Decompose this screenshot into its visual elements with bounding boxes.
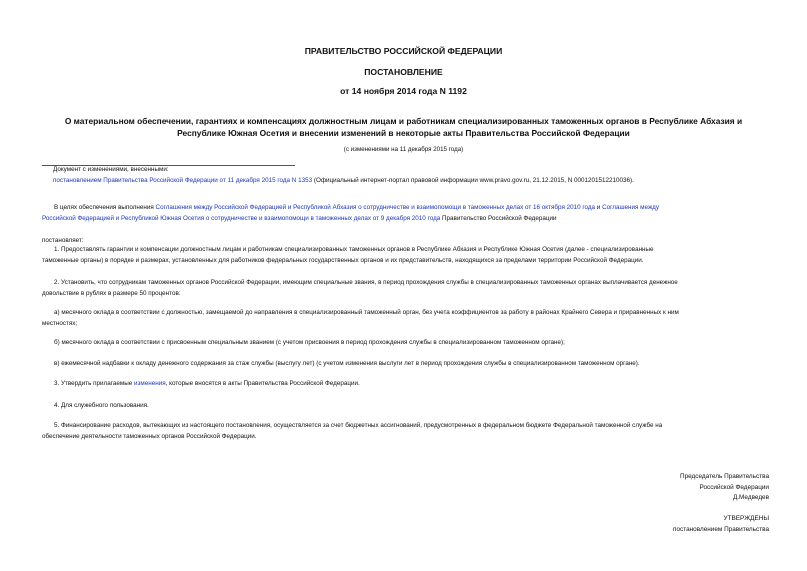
item-2c-paragraph bbox=[42, 359, 765, 370]
approval-block bbox=[673, 514, 769, 535]
agreement-south-ossetia-link-start[interactable]: Соглашения между bbox=[602, 204, 659, 211]
revision-note: (с изменениями на 11 декабря 2015 года) bbox=[343, 146, 464, 153]
signature-position-1: Председатель Правительства bbox=[680, 473, 769, 480]
item-2a-line-2: местностях; bbox=[42, 319, 78, 327]
amendments-block bbox=[53, 165, 765, 186]
item-5-paragraph bbox=[42, 421, 765, 442]
item-4-paragraph bbox=[42, 401, 765, 412]
signature-block bbox=[680, 472, 769, 504]
approval-by: постановлением Правительства bbox=[673, 525, 769, 533]
agreement-south-ossetia-link[interactable]: Российской Федерацией и Республикой Южная Осетия о сотрудничестве и взаимопомощи в таможенных делах от 9 декабря 2010 года bbox=[42, 214, 441, 222]
item-1-line-2: таможенные органы) в порядке и размерах, установленных для работников федеральных государственных органов и их представительств, находящихся за пределами территории Российской Федерации. bbox=[42, 256, 644, 264]
title-line-2: Республике Южная Осетия и внесении изменений в некоторые акты Правительства Российской Федерации bbox=[177, 128, 630, 138]
amendment-decree-link[interactable]: постановлением Правительства Российской Федерации от 11 декабря 2015 года N 1353 bbox=[53, 176, 313, 184]
item-3-text: 3. Утвердить прилагаемые bbox=[54, 380, 134, 387]
item-1-line-1: 1. Предоставлять гарантии и компенсации должностным лицам и работникам специализированных таможенных органов в Республике Абхазия и Республике Южная Осетия (далее - специализированные bbox=[54, 246, 654, 253]
changes-link[interactable]: изменения bbox=[134, 380, 166, 387]
item-5-line-2: обеспечение деятельности таможенных органов Российской Федерации. bbox=[42, 432, 257, 440]
approval-label: УТВЕРЖДЕНЫ bbox=[723, 515, 769, 522]
amendments-label: Документ с изменениями, внесенными: bbox=[53, 166, 169, 173]
preamble-text-3: Правительство Российской Федерации bbox=[440, 214, 557, 222]
item-5-line-1: 5. Финансирование расходов, вытекающих из настоящего постановления, осуществляется за счет бюджетных ассигнований, предусмотренных в федеральном бюджете Федеральной таможенной службе на bbox=[54, 422, 663, 429]
item-2c-line: в) ежемесячной надбавки к окладу денежного содержания за стаж службы (выслугу лет) (с учетом изменения выслуги лет в период прохождения службы в специализированном таможенном органе). bbox=[54, 360, 640, 367]
title-line-1: О материальном обеспечении, гарантиях и компенсациях должностным лицам и работникам специализированных таможенных органов в Республике Абхазия и bbox=[64, 116, 743, 126]
decrees-line: постановляет: bbox=[42, 237, 84, 244]
government-heading: ПРАВИТЕЛЬСТВО РОССИЙСКОЙ ФЕДЕРАЦИИ bbox=[304, 46, 503, 56]
document-title bbox=[42, 115, 765, 139]
item-3-paragraph bbox=[42, 379, 765, 390]
item-2-paragraph bbox=[42, 278, 765, 299]
document-type: ПОСТАНОВЛЕНИЕ bbox=[364, 67, 443, 77]
amendments-entry bbox=[53, 176, 765, 187]
item-3-line bbox=[42, 379, 765, 390]
item-2b-line: б) месячного оклада в соответствии с присвоенным специальным званием (с учетом присвоения в период прохождения службы в специализированном таможенном органе); bbox=[54, 339, 565, 346]
preamble-line-1 bbox=[42, 203, 765, 214]
document-date-number: от 14 ноября 2014 года N 1192 bbox=[340, 86, 467, 96]
item-4-line: 4. Для служебного пользования. bbox=[54, 402, 149, 409]
preamble-text-2: и bbox=[595, 204, 603, 211]
item-1-paragraph bbox=[42, 245, 765, 266]
item-2a-paragraph bbox=[42, 308, 765, 329]
item-3-text-end: , которые вносятся в акты Правительства Российской Федерации. bbox=[165, 380, 360, 387]
item-2-line-1: 2. Установить, что сотрудникам таможенных органов Российской Федерации, имеющим специальные звания, в период прохождения службы в специализированных таможенных органах выплачивается денежное bbox=[54, 279, 678, 286]
signature-position-2: Российской Федерации bbox=[699, 483, 769, 491]
item-2b-paragraph bbox=[42, 338, 765, 349]
agreement-abkhazia-link[interactable]: Соглашения между Российской Федерацией и Республикой Абхазия о сотрудничестве и взаимопомощи в таможенных делах от 16 октября 2010 года bbox=[155, 204, 596, 211]
preamble-text-1: В целях обеспечения выполнения bbox=[54, 204, 156, 211]
signature-name: Д.Медведев bbox=[732, 494, 769, 501]
item-2-line-2: довольствие в рублях в размере 50 процентов: bbox=[42, 289, 181, 297]
item-2a-line-1: а) месячного оклада в соответствии с должностью, замещаемой до направления в специализированный таможенный орган, без учета коэффициентов за работу в районах Крайнего Севера и приравненных к ним bbox=[54, 309, 679, 316]
preamble-paragraph bbox=[42, 203, 765, 224]
preamble-line-2 bbox=[42, 214, 765, 225]
amendment-source: (Официальный интернет-портал правовой информации www.pravo.gov.ru, 21.12.2015, N 0001201512210036). bbox=[312, 176, 634, 184]
